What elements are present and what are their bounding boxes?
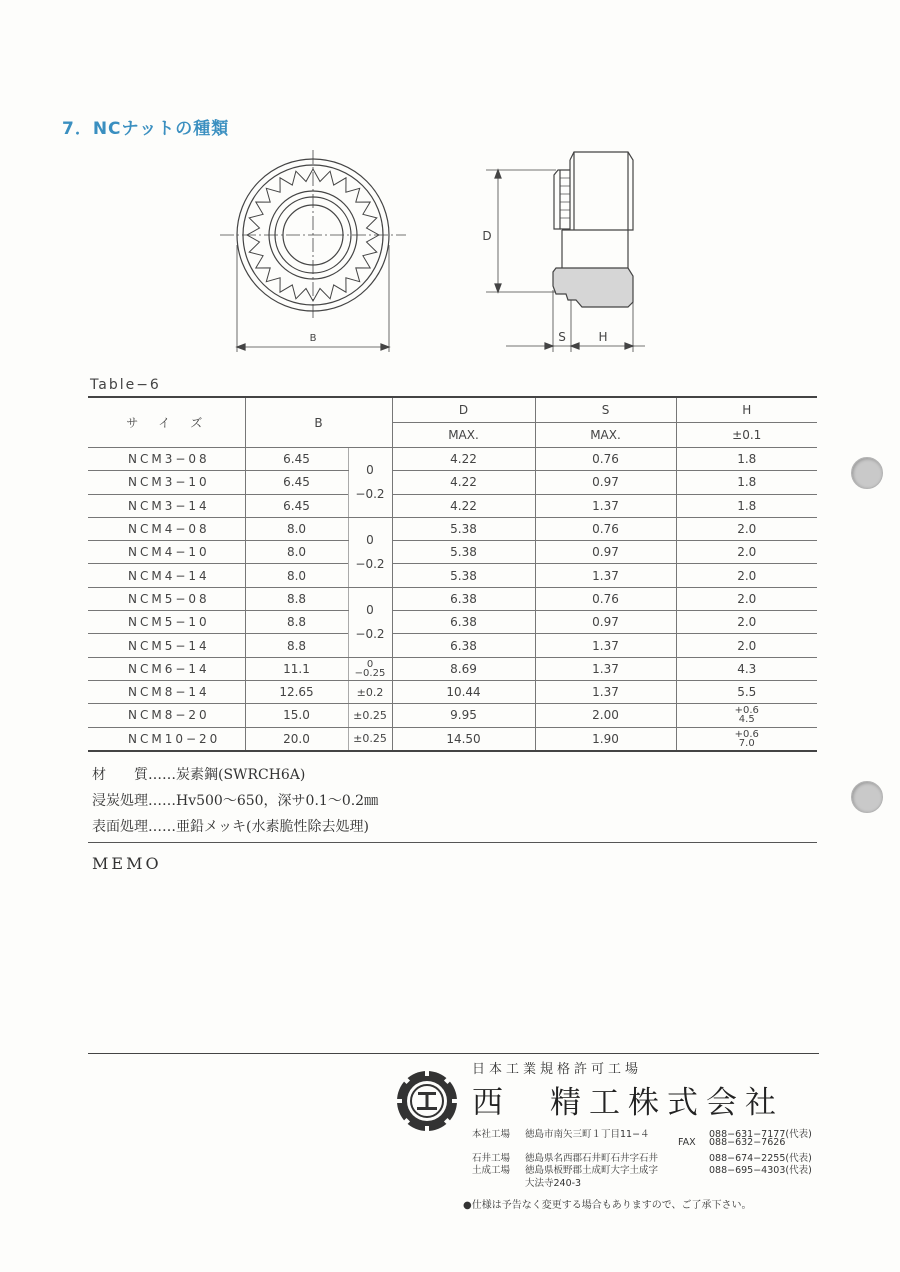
cell-b: 8.8 <box>245 611 348 634</box>
cell-d: 8.69 <box>392 657 535 680</box>
cell-size: NCM4−08 <box>88 517 245 540</box>
cell-b-tol-group <box>348 517 392 587</box>
table-row <box>88 471 817 494</box>
header-d-max: MAX. <box>392 423 535 448</box>
cell-d: 6.38 <box>392 587 535 610</box>
table-row <box>88 657 817 680</box>
cell-b: 20.0 <box>245 727 348 751</box>
cell-s: 2.00 <box>535 704 676 727</box>
table-row <box>88 541 817 564</box>
cell-b: 6.45 <box>245 494 348 517</box>
cell-s: 0.97 <box>535 471 676 494</box>
cell-d: 5.38 <box>392 564 535 587</box>
cell-b: 11.1 <box>245 657 348 680</box>
ishii-tel: 088−674−2255(代表) <box>709 1153 812 1164</box>
cell-b: 8.0 <box>245 541 348 564</box>
spec-notice: ●仕様は予告なく変更する場合もありますので、ご了承下さい。 <box>463 1200 752 1211</box>
cell-h <box>676 704 817 727</box>
h-upper: +0.6 <box>734 728 759 740</box>
tol-lower: −0.2 <box>355 487 385 502</box>
table-caption: Table−6 <box>90 377 161 393</box>
cell-h: 1.8 <box>676 494 817 517</box>
nut-drawing <box>0 0 900 370</box>
table-row <box>88 448 817 471</box>
cell-size: NCM6−14 <box>88 657 245 680</box>
header-h: H <box>676 397 817 423</box>
cell-size: NCM5−14 <box>88 634 245 657</box>
cell-b-tol <box>348 657 392 680</box>
nut-side-view <box>486 152 645 352</box>
cell-b-tol: ±0.25 <box>348 704 392 727</box>
cell-d: 9.95 <box>392 704 535 727</box>
cell-size: NCM5−08 <box>88 587 245 610</box>
cell-s: 0.76 <box>535 517 676 540</box>
cell-h: 5.5 <box>676 680 817 703</box>
cell-s: 0.76 <box>535 448 676 471</box>
footer-rule <box>88 1053 819 1054</box>
cell-h: 2.0 <box>676 634 817 657</box>
cell-size: NCM10−20 <box>88 727 245 751</box>
jis-label: 日本工業規格許可工場 <box>472 1062 643 1077</box>
cell-h: 2.0 <box>676 587 817 610</box>
cell-d: 4.22 <box>392 448 535 471</box>
section-title: 7．NCナットの種類 <box>62 119 230 139</box>
cell-size: NCM4−10 <box>88 541 245 564</box>
h-lower: 4.5 <box>738 714 755 726</box>
table-row <box>88 611 817 634</box>
cell-h: 1.8 <box>676 471 817 494</box>
cell-b-tol: ±0.25 <box>348 727 392 751</box>
cell-h: 2.0 <box>676 517 817 540</box>
cell-b: 15.0 <box>245 704 348 727</box>
tol-upper: 0 <box>366 658 374 670</box>
ishii-address: 徳島県名西郡石井町石井字石井 <box>525 1153 659 1164</box>
tol-upper: 0 <box>366 463 374 478</box>
cell-b: 6.45 <box>245 448 348 471</box>
cell-h: 2.0 <box>676 541 817 564</box>
hq-label: 本社工場 <box>472 1129 511 1140</box>
fax-number: 088−632−7626 <box>709 1137 786 1148</box>
punch-hole <box>851 457 883 489</box>
cell-b-tol: ±0.2 <box>348 680 392 703</box>
cell-d: 4.22 <box>392 494 535 517</box>
cell-b: 8.0 <box>245 517 348 540</box>
header-s-max: MAX. <box>535 423 676 448</box>
memo-rule <box>88 842 817 843</box>
cell-size: NCM3−14 <box>88 494 245 517</box>
header-size: サ イ ズ <box>88 397 245 448</box>
table-row <box>88 704 817 727</box>
cell-size: NCM5−10 <box>88 611 245 634</box>
cell-s: 0.97 <box>535 541 676 564</box>
spec-table <box>88 396 817 752</box>
hq-address: 徳島市南矢三町１丁目11−４ <box>525 1129 650 1140</box>
company-name: 西 精工株式会社 <box>472 1085 784 1121</box>
ishii-label: 石井工場 <box>472 1153 511 1164</box>
cell-s: 1.37 <box>535 564 676 587</box>
tol-upper: 0 <box>366 603 374 618</box>
fax-label: FAX <box>678 1137 696 1148</box>
cell-h: 1.8 <box>676 448 817 471</box>
cell-d: 6.38 <box>392 611 535 634</box>
tol-upper: 0 <box>366 533 374 548</box>
header-d: D <box>392 397 535 423</box>
cell-size: NCM8−14 <box>88 680 245 703</box>
cell-b: 8.8 <box>245 587 348 610</box>
cell-h: 2.0 <box>676 564 817 587</box>
label-s: S <box>558 330 566 344</box>
label-d: D <box>482 229 492 243</box>
memo-label: MEMO <box>92 854 162 873</box>
cell-d: 14.50 <box>392 727 535 751</box>
company-logo <box>394 1068 460 1134</box>
cell-b: 8.8 <box>245 634 348 657</box>
cell-s: 1.90 <box>535 727 676 751</box>
cell-s: 1.37 <box>535 680 676 703</box>
table-row <box>88 564 817 587</box>
table-row <box>88 680 817 703</box>
label-b: B <box>309 333 317 344</box>
table-row <box>88 727 817 751</box>
nut-front-view <box>220 150 406 352</box>
cell-s: 0.76 <box>535 587 676 610</box>
tol-lower: −0.2 <box>355 557 385 572</box>
cell-b: 8.0 <box>245 564 348 587</box>
cell-b: 6.45 <box>245 471 348 494</box>
tol-lower: −0.25 <box>354 667 386 679</box>
cell-s: 0.97 <box>535 611 676 634</box>
cell-h <box>676 727 817 751</box>
cell-size: NCM8−20 <box>88 704 245 727</box>
cell-b: 12.65 <box>245 680 348 703</box>
carburizing-line: 浸炭処理……Hv500〜650，深サ0.1〜0.2㎜ <box>92 793 379 809</box>
cell-h: 2.0 <box>676 611 817 634</box>
hq-tel: 088−631−7177(代表) <box>709 1129 812 1140</box>
table-row <box>88 587 817 610</box>
h-upper: +0.6 <box>734 705 759 717</box>
cell-s: 1.37 <box>535 634 676 657</box>
cell-d: 5.38 <box>392 517 535 540</box>
donari-address-2: 大法寺240-3 <box>525 1178 582 1189</box>
h-lower: 7.0 <box>738 737 755 749</box>
header-b: B <box>245 397 392 448</box>
label-h: H <box>598 330 608 344</box>
cell-size: NCM3−08 <box>88 448 245 471</box>
header-h-tol: ±0.1 <box>676 423 817 448</box>
table-row <box>88 634 817 657</box>
material-line: 材 質……炭素鋼(SWRCH6A) <box>92 767 306 783</box>
cell-s: 1.37 <box>535 657 676 680</box>
tol-lower: −0.2 <box>355 627 385 642</box>
cell-b-tol-group <box>348 448 392 518</box>
surface-treatment-line: 表面処理……亜鉛メッキ(水素脆性除去処理) <box>92 819 369 835</box>
punch-hole <box>851 781 883 813</box>
cell-d: 5.38 <box>392 541 535 564</box>
cell-d: 6.38 <box>392 634 535 657</box>
cell-d: 4.22 <box>392 471 535 494</box>
table-row <box>88 494 817 517</box>
cell-d: 10.44 <box>392 680 535 703</box>
cell-h: 4.3 <box>676 657 817 680</box>
header-s: S <box>535 397 676 423</box>
cell-size: NCM3−10 <box>88 471 245 494</box>
donari-label: 土成工場 <box>472 1165 511 1176</box>
donari-address: 徳島県板野郡土成町大字土成字 <box>525 1165 659 1176</box>
cell-size: NCM4−14 <box>88 564 245 587</box>
cell-s: 1.37 <box>535 494 676 517</box>
table-row <box>88 517 817 540</box>
cell-b-tol-group <box>348 587 392 657</box>
donari-tel: 088−695−4303(代表) <box>709 1165 812 1176</box>
